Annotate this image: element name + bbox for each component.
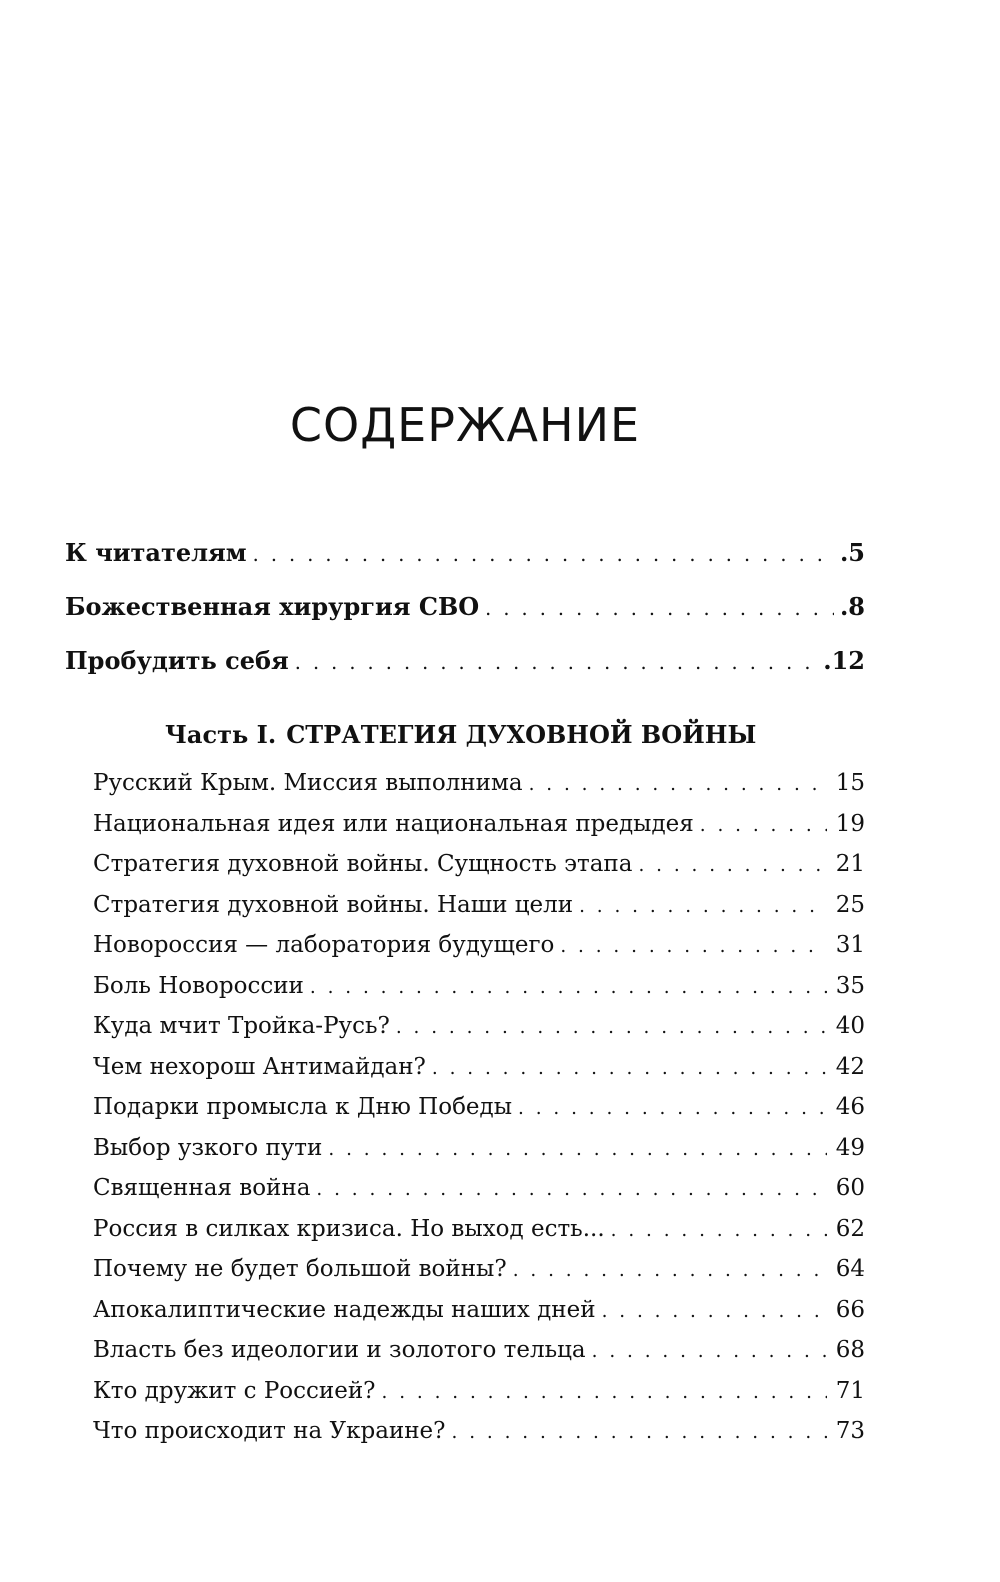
toc-entry-page: 60 bbox=[835, 1175, 865, 1201]
dot-leader bbox=[638, 857, 827, 875]
toc-entry[interactable] bbox=[93, 1378, 865, 1418]
toc-entry-label: Пробудить себя bbox=[65, 646, 289, 675]
toc-entry-page: 19 bbox=[835, 811, 865, 837]
toc-entry-label: Власть без идеологии и золотого тельца bbox=[93, 1337, 586, 1363]
toc-entry-label: Боль Новороссии bbox=[93, 973, 304, 999]
dot-leader bbox=[529, 776, 827, 794]
part-title: СТРАТЕГИЯ ДУХОВНОЙ ВОЙНЫ bbox=[286, 720, 757, 749]
dot-leader bbox=[592, 1343, 827, 1361]
toc-entry-label: К читателям bbox=[65, 538, 247, 567]
toc-entry-label: Национальная идея или национальная предыдея bbox=[93, 811, 694, 837]
toc-entry-page: 49 bbox=[835, 1135, 865, 1161]
toc-entry-page: 15 bbox=[835, 770, 865, 796]
toc-entry-label: Стратегия духовной войны. Сущность этапа bbox=[93, 851, 633, 877]
dot-leader bbox=[452, 1424, 827, 1442]
toc-entry[interactable] bbox=[65, 646, 865, 686]
toc-entry-page: 46 bbox=[835, 1094, 865, 1120]
toc-entry-label: Новороссия — лаборатория будущего bbox=[93, 932, 555, 958]
dot-leader bbox=[253, 545, 834, 564]
toc-entry-page: 73 bbox=[835, 1418, 865, 1444]
dot-leader bbox=[602, 1303, 827, 1321]
toc-entry[interactable] bbox=[93, 1297, 865, 1337]
dot-leader bbox=[700, 817, 827, 835]
toc-entry[interactable] bbox=[93, 1135, 865, 1175]
toc-entry[interactable] bbox=[93, 811, 865, 851]
dot-leader bbox=[316, 1181, 827, 1199]
toc-entry-label: Россия в силках кризиса. Но выход есть... bbox=[93, 1216, 605, 1242]
part-heading bbox=[165, 720, 865, 749]
toc-entry-page: 66 bbox=[835, 1297, 865, 1323]
toc-entry[interactable] bbox=[93, 770, 865, 810]
toc-entry[interactable] bbox=[93, 892, 865, 932]
toc-entry-label: Божественная хирургия СВО bbox=[65, 592, 480, 621]
dot-leader bbox=[396, 1019, 827, 1037]
toc-entry-label: Кто дружит с Россией? bbox=[93, 1378, 376, 1404]
toc-entry[interactable] bbox=[93, 1216, 865, 1256]
toc-entry-label: Стратегия духовной войны. Наши цели bbox=[93, 892, 574, 918]
toc-entry[interactable] bbox=[65, 592, 865, 632]
page-title: СОДЕРЖАНИЕ bbox=[289, 398, 641, 452]
toc-entry-page: 64 bbox=[835, 1256, 865, 1282]
toc-entry-page: 25 bbox=[835, 892, 865, 918]
toc-entry-label: Что происходит на Украине? bbox=[93, 1418, 446, 1444]
toc-entry[interactable] bbox=[93, 1013, 865, 1053]
toc-entry-page: .8 bbox=[839, 592, 865, 621]
toc-entry-label: Почему не будет большой войны? bbox=[93, 1256, 507, 1282]
toc-entry[interactable] bbox=[93, 932, 865, 972]
dot-leader bbox=[432, 1060, 827, 1078]
dot-leader bbox=[310, 979, 827, 997]
dot-leader bbox=[611, 1222, 827, 1240]
toc-entry-label: Подарки промысла к Дню Победы bbox=[93, 1094, 513, 1120]
dot-leader bbox=[579, 898, 827, 916]
toc-entry-page: 62 bbox=[835, 1216, 865, 1242]
toc-entry-page: .12 bbox=[823, 646, 865, 675]
toc-entry-page: 68 bbox=[835, 1337, 865, 1363]
dot-leader bbox=[295, 653, 817, 672]
toc-entry[interactable] bbox=[93, 1418, 865, 1458]
dot-leader bbox=[560, 938, 827, 956]
toc-entry-page: 21 bbox=[835, 851, 865, 877]
dot-leader bbox=[328, 1141, 827, 1159]
toc-entry[interactable] bbox=[93, 1256, 865, 1296]
toc-entry-label: Чем нехорош Антимайдан? bbox=[93, 1054, 426, 1080]
toc-entry[interactable] bbox=[93, 973, 865, 1013]
toc-entry[interactable] bbox=[93, 1054, 865, 1094]
dot-leader bbox=[485, 599, 834, 618]
toc-entry-label: Русский Крым. Миссия выполнима bbox=[93, 770, 523, 796]
toc-entry-label: Священная война bbox=[93, 1175, 311, 1201]
toc-entry[interactable] bbox=[65, 538, 865, 578]
dot-leader bbox=[513, 1262, 827, 1280]
dot-leader bbox=[382, 1384, 827, 1402]
toc-entry[interactable] bbox=[93, 1094, 865, 1134]
toc-entry-page: 31 bbox=[835, 932, 865, 958]
toc-entry-label: Апокалиптические надежды наших дней bbox=[93, 1297, 596, 1323]
dot-leader bbox=[518, 1100, 827, 1118]
toc-entry-label: Куда мчит Тройка-Русь? bbox=[93, 1013, 390, 1039]
toc-entry-page: 42 bbox=[835, 1054, 865, 1080]
toc-entry-label: Выбор узкого пути bbox=[93, 1135, 323, 1161]
toc-entry-page: .5 bbox=[839, 538, 865, 567]
toc-entry[interactable] bbox=[93, 1175, 865, 1215]
toc-entry-page: 40 bbox=[835, 1013, 865, 1039]
toc-entry-page: 35 bbox=[835, 973, 865, 999]
part-number: Часть I. bbox=[165, 720, 277, 749]
toc-entry[interactable] bbox=[93, 1337, 865, 1377]
toc-entry[interactable] bbox=[93, 851, 865, 891]
toc-entry-page: 71 bbox=[835, 1378, 865, 1404]
